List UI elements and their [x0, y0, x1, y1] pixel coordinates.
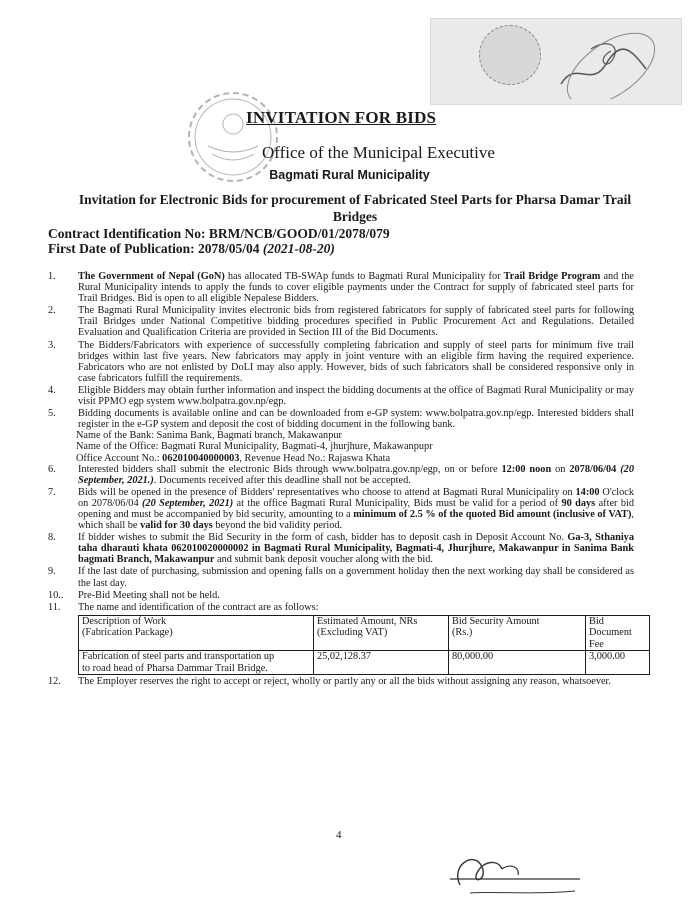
clause-6 [48, 464, 634, 486]
clause-number: 11. [48, 601, 61, 613]
clause-text: Pre-Bid Meeting shall not be held. [78, 589, 220, 601]
bank-account [48, 453, 634, 464]
clause-number: 7. [48, 486, 56, 498]
clause-text-bold-italic: (20 September, 2021) [142, 497, 234, 509]
clause-text: The Bagmati Rural Municipality invites electronic bids from registered fabricators for supply of fabricated steel parts for following Trail Bridges under National Competitive bidding procedures specified in Public Procurement Act and Regulations. Detailed Evaluation and Qualification Criteria are provided in Section III of the Bid Documents. [78, 305, 634, 339]
clause-5 [48, 408, 634, 430]
table-header-row [79, 615, 650, 651]
clause-text-bold: Trail Bridge Program [503, 271, 601, 282]
clause-text-bold: minimum of 2.5 % of the quoted Bid amount (inclusive of VAT) [353, 508, 632, 520]
table-header-cell: Bid Document Fee [586, 615, 650, 651]
clause-text: , which shall be [78, 508, 634, 532]
clause-7 [48, 487, 634, 531]
table-cell: 25,02,128.37 [314, 651, 449, 675]
page-title: INVITATION FOR BIDS [246, 108, 437, 127]
office-name: Office of the Municipal Executive [262, 143, 495, 162]
clause-10 [48, 590, 634, 601]
municipality-name: Bagmati Rural Municipality [269, 168, 430, 182]
clause-text: The Employer reserves the right to accept or reject, wholly or partly any or all the bids without assigning any reason, whatsoever. [78, 676, 611, 688]
clause-number: 2. [48, 305, 56, 317]
clause-text: Eligible Bidders may obtain further information and inspect the bidding documents at the office of Bagmati Rural Municipality or may visit PPMO egp system www.bolpatra.gov.np/egp. [78, 384, 634, 408]
contract-table [78, 615, 650, 676]
clause-text-bold-italic: (20 September, 2021.) [78, 463, 634, 486]
clause-text-bold: Ga-3, Sthaniya taha dharauti khata 062010020000002 in Bagmati Rural Municipality, Bagmati-4, Jhurjhure, Makawanpur in Sanima Bank bagmati Branch, Makawanpur [78, 532, 634, 566]
clause-text: . Documents received after this deadline shall not be accepted. [153, 474, 411, 486]
nepal-emblem-icon [479, 25, 541, 85]
official-stamp-block [430, 18, 682, 105]
clause-text: The name and identification of the contract are as follows: [78, 601, 319, 613]
invitation-subtitle: Invitation for Electronic Bids for procurement of Fabricated Steel Parts for Pharsa Damar Trail Bridges [78, 192, 632, 224]
bank-account-label: Office Account No.: [76, 452, 163, 464]
clause-number: 4. [48, 384, 56, 396]
clause-9 [48, 566, 634, 588]
clause-8 [48, 532, 634, 565]
clause-text-bold: 2078/06/04 [569, 463, 617, 475]
clause-3 [48, 340, 634, 384]
table-header-cell: Description of Work (Fabrication Package) [79, 615, 314, 651]
clause-number: 9. [48, 566, 56, 578]
clause-number: 8. [48, 532, 56, 544]
clause-text: Bidding documents is available online and can be downloaded from e-GP system: www.bolpatra.gov.np/egp. Interested bidders shall register in the e-GP system and deposit the cost of bidding document in the following bank. [78, 408, 634, 431]
table-cell: 80,000.00 [449, 651, 586, 675]
clause-text: O'clock on 2078/06/04 [78, 486, 635, 509]
clause-text: Interested bidders shall submit the electronic Bids through www.bolpatra.gov.np/egp, on or before [78, 463, 502, 475]
clause-text-bold: 12:00 noon [501, 463, 552, 475]
publication-date-label: First Date of Publication: 2078/05/04 [48, 241, 260, 256]
clause-1 [48, 271, 634, 304]
clause-number: 1. [48, 271, 56, 282]
publication-date-ad: (2021-08-20) [262, 241, 335, 256]
clause-text: If the last date of purchasing, submission and opening falls on a government holiday then the next working day shall be considered as the last day. [78, 566, 634, 589]
numbered-clauses [48, 271, 634, 687]
clause-text-bold: The Government of Nepal (GoN) [78, 271, 225, 282]
publication-date [48, 241, 335, 257]
clause-text: Bids will be opened in the presence of Bidders' representatives who choose to attend at Bagmati Rural Municipality on [78, 486, 576, 498]
clause-text: and the Rural Municipality intends to apply the funds to cover eligible payments under the Contract for supply of fabricated steel parts for Trail Bridges. Bid is open to all eligible Nepalese Bidders. [78, 271, 634, 305]
clause-number: 3. [48, 339, 56, 351]
clause-number: 6. [48, 463, 56, 475]
table-cell: Fabrication of steel parts and transportation up to road head of Pharsa Dammar Trail Bridge. [79, 651, 314, 675]
clause-4 [48, 385, 634, 407]
contract-identification: Contract Identification No: BRM/NCB/GOOD/01/2078/079 [48, 226, 390, 241]
clause-text-bold: 14:00 [575, 486, 600, 498]
officer-signature [440, 845, 590, 907]
clause-text: after bid opening and must be accompanied by bid security, amounting to a [78, 497, 634, 520]
table-row [79, 651, 650, 675]
clause-number: 5. [48, 408, 56, 420]
clause-text-bold: 90 days [561, 497, 596, 509]
clause-text: beyond the bid validity period. [212, 520, 343, 532]
clause-text: has allocated TB-SWAp funds to Bagmati Rural Municipality for [224, 271, 504, 282]
clause-text: on [551, 463, 570, 475]
clause-text-bold: valid for 30 days [140, 520, 213, 532]
clause-text: If bidder wishes to submit the Bid Security in the form of cash, bidder has to deposit cash in Deposit Account No. [78, 532, 568, 544]
table-header-cell: Bid Security Amount (Rs.) [449, 615, 586, 651]
clause-text: at the office Bagmati Rural Municipality, Bids must be valid for a period of [233, 497, 562, 509]
bank-account-number: 062010040000003 [162, 452, 240, 464]
clause-text: and submit bank deposit voucher along with the bid. [214, 554, 433, 566]
clause-11 [48, 602, 634, 676]
page-number: 4 [336, 829, 342, 841]
table-header-cell: Estimated Amount, NRs (Excluding VAT) [314, 615, 449, 651]
bank-name: Name of the Bank: Sanima Bank, Bagmati branch, Makawanpur [76, 430, 342, 442]
bank-revenue-head: , Revenue Head No.: Rajaswa Khata [239, 452, 391, 464]
clause-2 [48, 305, 634, 338]
clause-12 [48, 676, 634, 687]
clause-number: 10.. [48, 589, 64, 601]
officer-signature-stamp [551, 29, 671, 99]
bank-office: Name of the Office: Bagmati Rural Municipality, Bagmati-4, jhurjhure, Makawanpupr [76, 441, 433, 453]
clause-number: 12. [48, 676, 61, 688]
table-cell: 3,000.00 [586, 651, 650, 675]
clause-text: The Bidders/Fabricators with experience of successfully completing fabrication and supply of steel parts for minimum five trail bridges within last five years. New fabricators may apply in joint venture with an eligible firm having the required experience. Fabricators who are not enlisted by DoLI may also apply. However, bids of such fabricators shall be considered responsive only in case fabricators fulfill the requirements. [78, 339, 634, 384]
